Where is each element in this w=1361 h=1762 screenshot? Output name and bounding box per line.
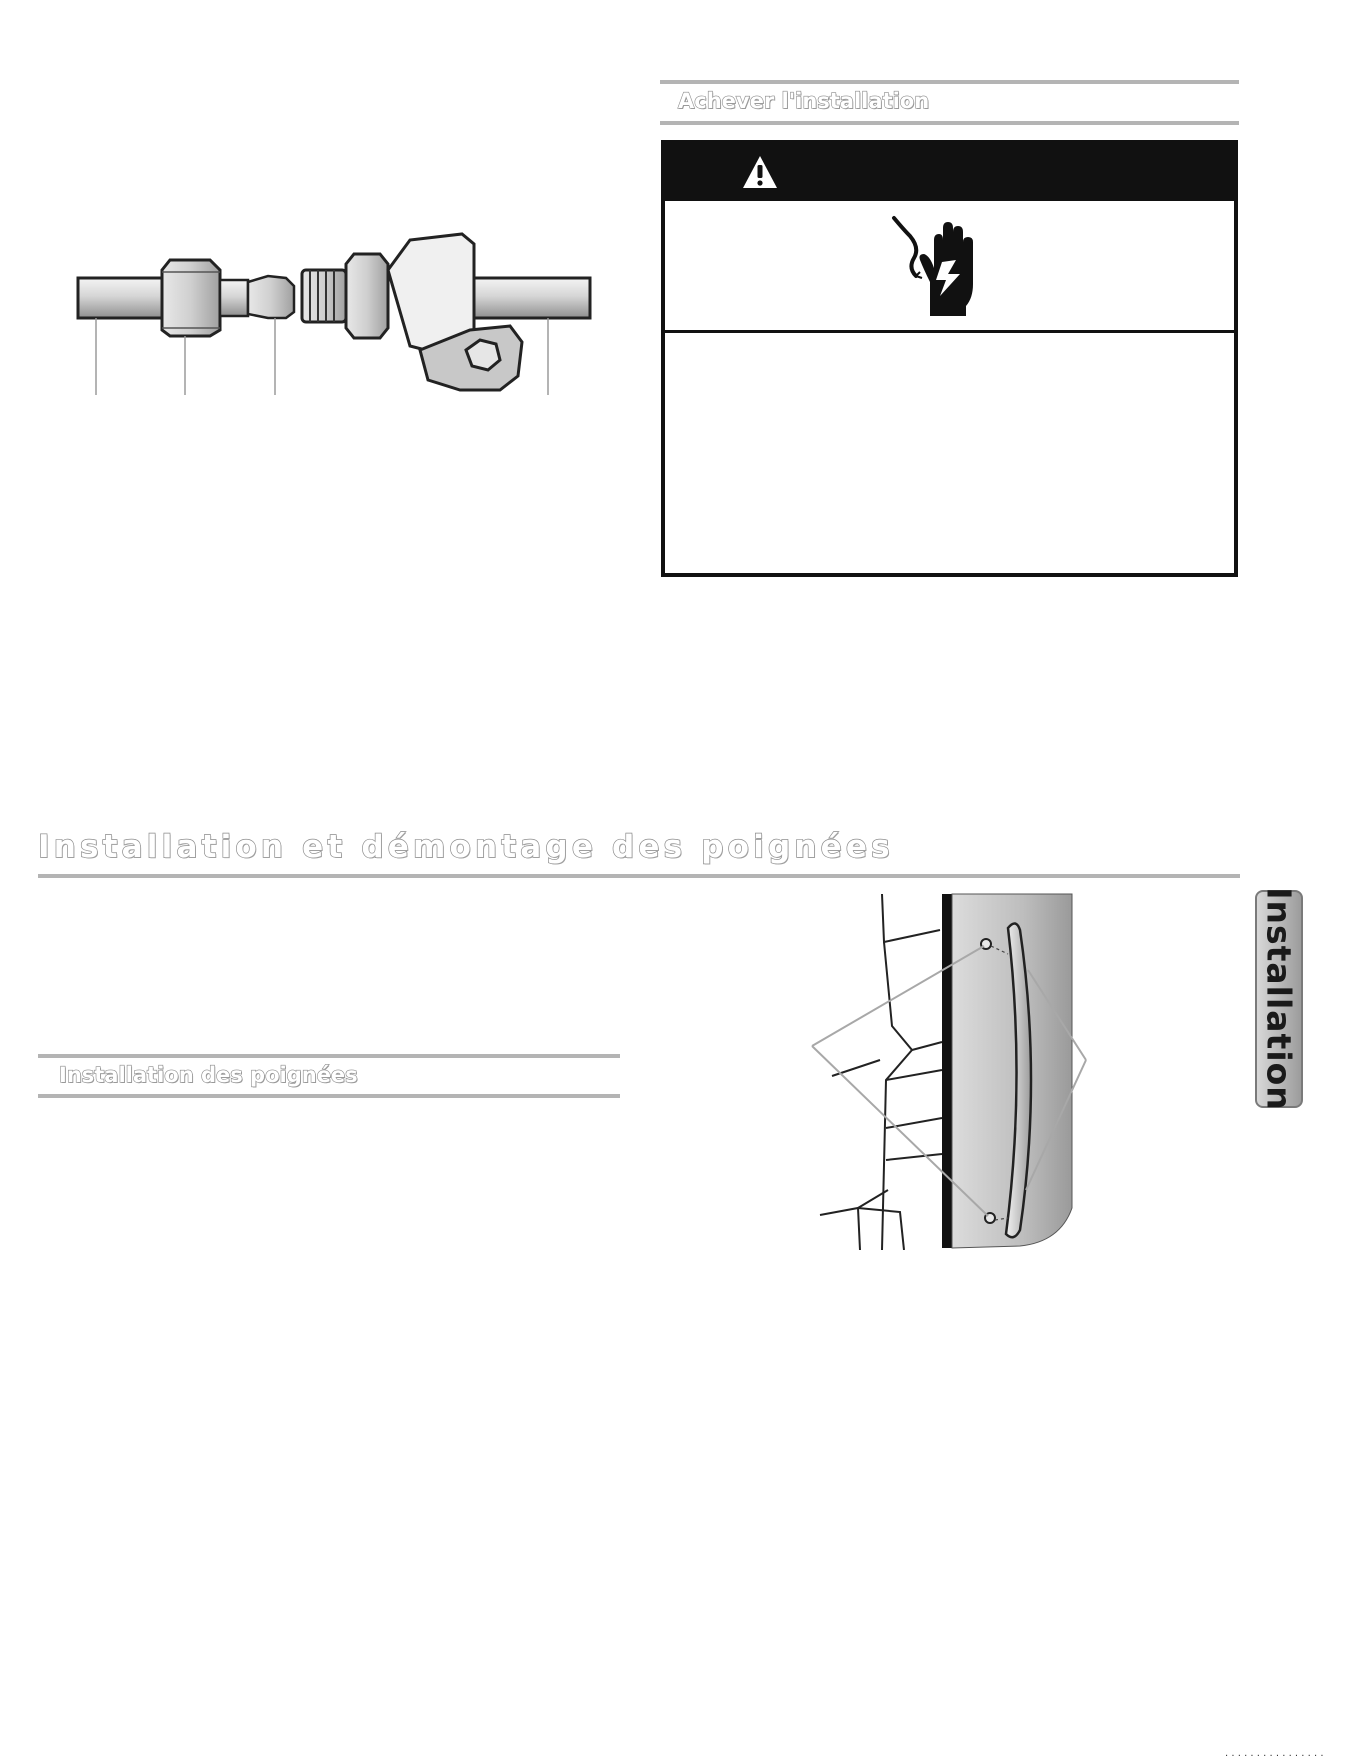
side-tab-label: Installation — [1259, 887, 1299, 1111]
door-edge — [942, 894, 952, 1248]
threaded-fitting — [302, 254, 388, 338]
copper-tube — [78, 278, 168, 318]
warning-header-bar — [665, 144, 1234, 201]
saddle-shutoff-valve — [388, 234, 590, 390]
warning-triangle-icon — [741, 154, 779, 190]
left-subheading-rule-top — [38, 1054, 620, 1058]
warning-divider — [665, 330, 1234, 333]
compression-nut — [162, 260, 248, 336]
compression-fitting-illustration — [70, 230, 600, 410]
page-footer: · · · · · · · · · · · · · · · · — [1225, 1751, 1324, 1762]
section-side-tab — [1255, 887, 1303, 1111]
electric-shock-hand-icon — [890, 212, 990, 322]
section-title: Installation et démontage des poignées — [38, 829, 894, 865]
left-subheading-rule-bottom — [38, 1094, 620, 1098]
subheading-rule-top — [660, 80, 1239, 84]
subheading-achever-installation: Achever l'installation — [678, 89, 930, 113]
subheading-rule-bottom — [660, 121, 1239, 125]
compression-sleeve — [248, 276, 294, 318]
electric-shock-warning-box — [661, 140, 1238, 577]
section-title-rule — [38, 874, 1240, 878]
subheading-installation-poignees: Installation des poignées — [59, 1063, 358, 1087]
door-handle-illustration — [800, 890, 1110, 1250]
